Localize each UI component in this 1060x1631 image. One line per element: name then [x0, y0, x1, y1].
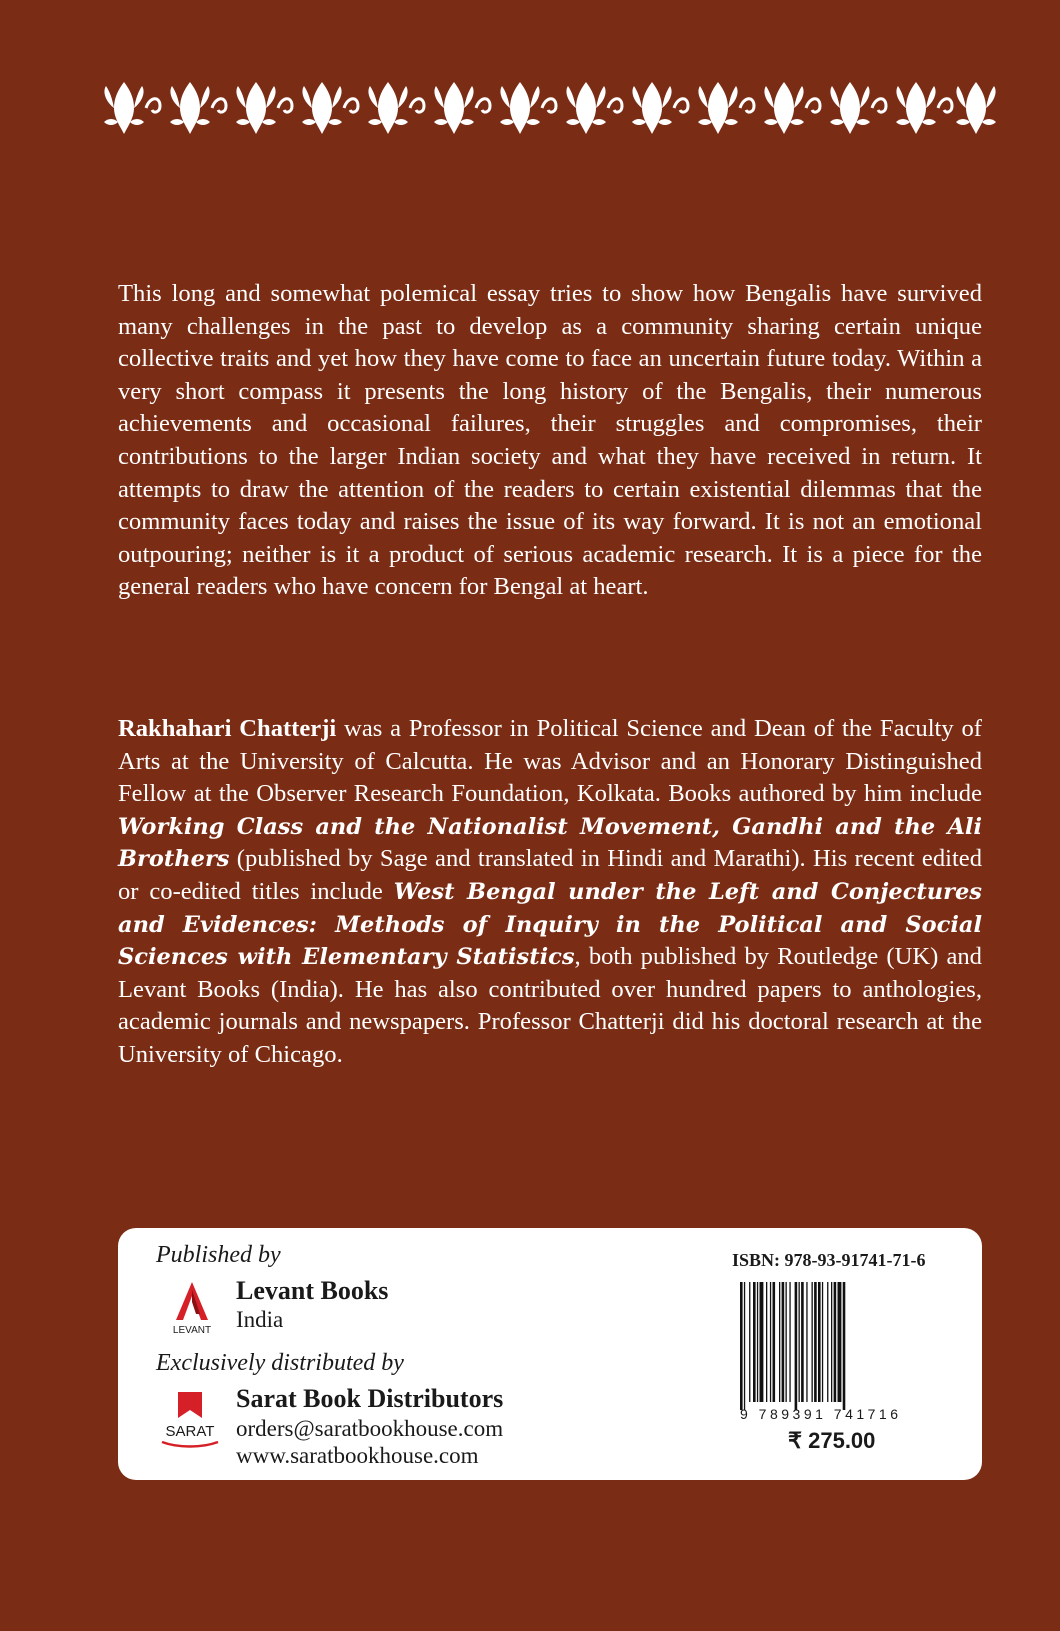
bio-text-3: , both published by Routledge (UK) and Levant Books (India). He has also contributed over hundred papers to anthologies, academic journals and newspapers. Professor Chatterji did his doctoral research at the University of Chicago.	[118, 943, 982, 1068]
published-by-label: Published by	[156, 1242, 281, 1268]
sarat-logo-text: SARAT	[165, 1423, 215, 1440]
barcode-digits: 9 789391 741716	[740, 1406, 902, 1422]
levant-a-logo-icon	[170, 1280, 214, 1336]
publisher-info-panel	[118, 1228, 982, 1480]
distributor-website[interactable]: www.saratbookhouse.com	[236, 1443, 479, 1468]
book-blurb: This long and somewhat polemical essay tries to show how Bengalis have survived many challenges in the past to develop as a community sharing certain unique collective traits and yet how they have come to face an uncertain future today. Within a very short compass it presents the long history of the Bengalis, their numerous achievements and occasional failures, their struggles and compromises, their contributions to the larger Indian society and what they have received in return. It attempts to draw the attention of the readers to certain existential dilemmas that the community faces today and raises the issue of its way forward. It is not an emotional outpouring; neither is it a product of serious academic research. It is a piece for the general readers who have concern for Bengal at heart.	[118, 280, 982, 601]
sarat-book-logo-icon	[158, 1388, 222, 1448]
book-title-2: West Bengal under the Left and Conjectures and Evidences: Methods of Inquiry in the Political and Social Sciences with Elementary Statistics	[118, 878, 982, 971]
decorative-ornament-border	[92, 78, 1006, 138]
levant-logo-text: LEVANT	[172, 1325, 212, 1336]
bio-text-2: (published by Sage and translated in Hindi and Marathi). His recent edited or co-edited titles include	[118, 845, 982, 905]
barcode-icon	[738, 1282, 900, 1422]
publisher-name: Levant Books	[236, 1276, 389, 1305]
bio-text-1: was a Professor in Political Science and Dean of the Faculty of Arts at the University of Calcutta. He was Advisor and an Honorary Distinguished Fellow at the Observer Research Foundation, Kolkata. Books authored by him include	[118, 715, 982, 808]
book-price: ₹ 275.00	[788, 1428, 876, 1453]
distributor-email[interactable]: orders@saratbookhouse.com	[236, 1416, 504, 1441]
book-title-1: Working Class and the Nationalist Movement, Gandhi and the Ali Brothers	[118, 813, 982, 873]
publisher-country: India	[236, 1307, 284, 1332]
author-bio	[118, 713, 982, 1072]
distributor-name: Sarat Book Distributors	[236, 1384, 504, 1413]
distributed-by-label: Exclusively distributed by	[156, 1350, 404, 1376]
isbn-number: ISBN: 978-93-91741-71-6	[732, 1250, 926, 1270]
author-name: Rakhahari Chatterji	[118, 715, 337, 742]
